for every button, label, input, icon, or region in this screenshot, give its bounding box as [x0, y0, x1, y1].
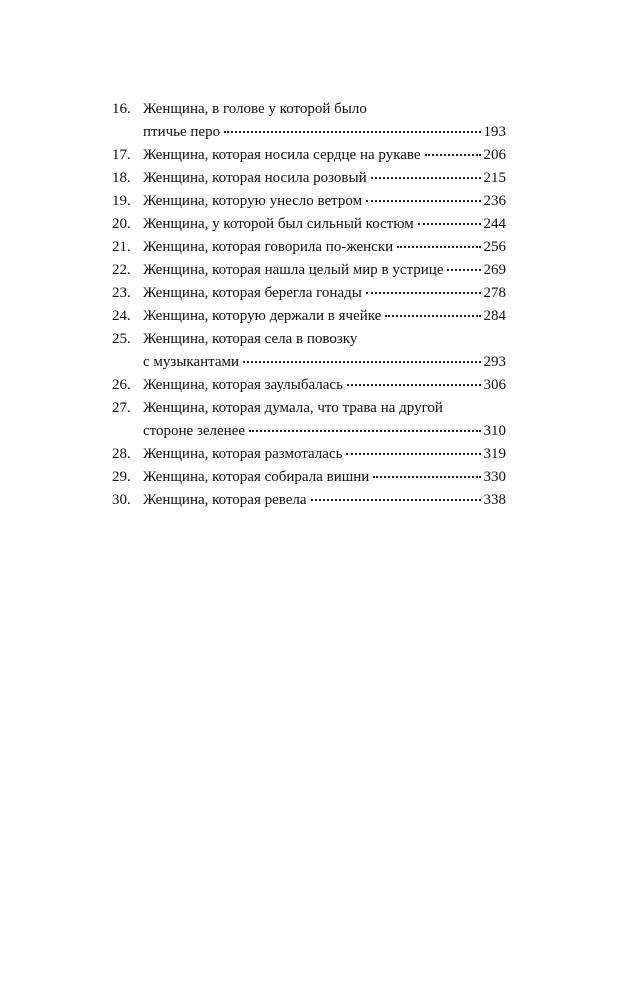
toc-entry — [112, 305, 506, 328]
toc-entry-number: 23. — [112, 285, 131, 301]
toc-entry-title: Женщина, которая носила розовый — [143, 170, 367, 186]
toc-entry-number: 20. — [112, 216, 131, 232]
toc-entry — [112, 144, 506, 167]
dot-leader — [224, 130, 480, 133]
toc-entry-number: 18. — [112, 170, 131, 186]
toc-entry-body — [143, 236, 506, 259]
toc-entry-page-number: 284 — [483, 308, 506, 324]
toc-entry-line — [143, 213, 506, 236]
toc-entry-title: Женщина, которая нашла целый мир в устрице — [143, 262, 444, 278]
toc-entry — [112, 328, 506, 374]
toc-entry-body — [143, 259, 506, 282]
toc-entry-title: Женщина, которая берегла гонады — [143, 285, 362, 301]
dot-leader — [385, 314, 480, 317]
toc-entry-page-number: 310 — [483, 423, 506, 439]
toc-entry-line — [143, 144, 506, 167]
toc-entry — [112, 282, 506, 305]
toc-entry-body — [143, 282, 506, 305]
toc-entry-body — [143, 489, 506, 512]
dot-leader — [418, 222, 481, 225]
toc-entry-number: 19. — [112, 193, 131, 209]
toc-entry-number: 30. — [112, 492, 131, 508]
dot-leader — [366, 199, 480, 202]
toc-entry-page-number: 256 — [483, 239, 506, 255]
toc-entry-number: 17. — [112, 147, 131, 163]
toc-entry-page-number: 319 — [483, 446, 506, 462]
dot-leader — [373, 475, 480, 478]
toc-entry-title-continuation: птичье перо — [143, 124, 221, 140]
toc-entry-number: 21. — [112, 239, 131, 255]
toc-entry — [112, 397, 506, 443]
toc-entry-title: Женщина, которая села в повозку — [143, 331, 358, 347]
toc-entry-title: Женщина, которая ревела — [143, 492, 307, 508]
toc-entry — [112, 443, 506, 466]
toc-entry-title: Женщина, которая заулыбалась — [143, 377, 343, 393]
toc-entry-title: Женщина, которую унесло ветром — [143, 193, 363, 209]
toc-entry-page-number: 244 — [483, 216, 506, 232]
dot-leader — [425, 153, 481, 156]
toc-entry-page-number: 236 — [483, 193, 506, 209]
table-of-contents — [112, 98, 506, 512]
toc-entry-title-continuation: с музыкантами — [143, 354, 240, 370]
dot-leader — [347, 383, 481, 386]
toc-entry-line — [143, 236, 506, 259]
dot-leader — [243, 360, 480, 363]
toc-entry-title: Женщина, в голове у которой было — [143, 101, 367, 117]
toc-entry — [112, 374, 506, 397]
toc-entry-title: Женщина, которая собирала вишни — [143, 469, 370, 485]
toc-entry-body — [143, 144, 506, 167]
toc-entry-number: 27. — [112, 400, 131, 416]
toc-entry-page-number: 193 — [483, 124, 506, 140]
toc-entry-line — [143, 282, 506, 305]
toc-entry-title: Женщина, которая размоталась — [143, 446, 343, 462]
toc-entry — [112, 259, 506, 282]
toc-entry-title: Женщина, которая говорила по-женски — [143, 239, 394, 255]
toc-entry-line — [143, 489, 506, 512]
toc-entry-title: Женщина, у которой был сильный костюм — [143, 216, 414, 232]
toc-entry-number: 29. — [112, 469, 131, 485]
toc-entry-line — [143, 420, 506, 443]
toc-entry-line — [143, 259, 506, 282]
toc-entry — [112, 466, 506, 489]
toc-entry-page-number: 206 — [483, 147, 506, 163]
toc-entry-body — [143, 374, 506, 397]
toc-entry — [112, 236, 506, 259]
toc-entry-body — [143, 466, 506, 489]
toc-entry-number: 16. — [112, 101, 131, 117]
toc-entry-page-number: 269 — [483, 262, 506, 278]
toc-entry-line — [143, 305, 506, 328]
toc-entry-number: 25. — [112, 331, 131, 347]
toc-entry — [112, 98, 506, 144]
toc-entry-line — [143, 351, 506, 374]
toc-entry-page-number: 278 — [483, 285, 506, 301]
toc-entry-line — [143, 374, 506, 397]
toc-entry-page-number: 330 — [483, 469, 506, 485]
dot-leader — [366, 291, 481, 294]
toc-entry-body — [143, 98, 506, 144]
toc-entry-page-number: 215 — [483, 170, 506, 186]
toc-entry-body — [143, 443, 506, 466]
toc-entry — [112, 489, 506, 512]
toc-entry-body — [143, 213, 506, 236]
toc-entry-title: Женщина, которая носила сердце на рукаве — [143, 147, 421, 163]
toc-entry-line — [143, 121, 506, 144]
toc-entry-number: 24. — [112, 308, 131, 324]
toc-entry-body — [143, 397, 506, 443]
toc-entry — [112, 190, 506, 213]
toc-entry-body — [143, 305, 506, 328]
toc-entry-number: 28. — [112, 446, 131, 462]
toc-entry-page-number: 338 — [483, 492, 506, 508]
toc-entry-line — [143, 466, 506, 489]
dot-leader — [346, 452, 480, 455]
dot-leader — [311, 498, 481, 501]
toc-entry-body — [143, 167, 506, 190]
toc-entry-page-number: 293 — [483, 354, 506, 370]
dot-leader — [249, 429, 480, 432]
toc-entry-title: Женщина, которую держали в ячейке — [143, 308, 382, 324]
toc-entry-body — [143, 190, 506, 213]
toc-entry-line — [143, 190, 506, 213]
toc-entry — [112, 167, 506, 190]
toc-entry-title-continuation: стороне зеленее — [143, 423, 246, 439]
toc-entry-body — [143, 328, 506, 374]
dot-leader — [371, 176, 481, 179]
dot-leader — [447, 268, 480, 271]
toc-entry-page-number: 306 — [483, 377, 506, 393]
toc-entry-title: Женщина, которая думала, что трава на другой — [143, 400, 443, 416]
toc-entry-line — [143, 167, 506, 190]
dot-leader — [397, 245, 480, 248]
toc-entry — [112, 213, 506, 236]
toc-entry-line — [143, 443, 506, 466]
toc-entry-number: 26. — [112, 377, 131, 393]
toc-entry-number: 22. — [112, 262, 131, 278]
